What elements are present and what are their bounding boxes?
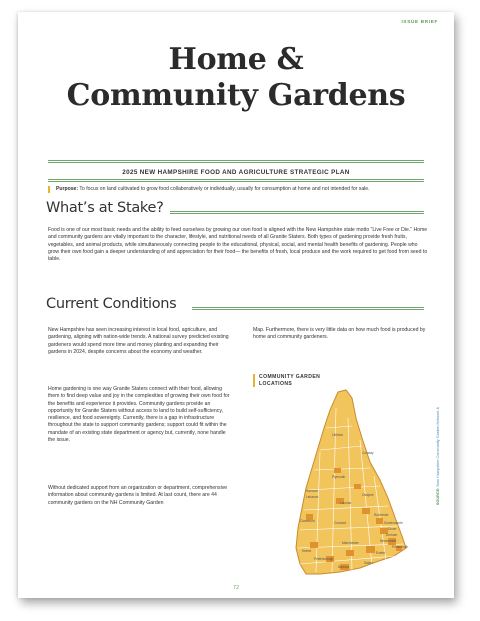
community-garden-map xyxy=(276,388,426,578)
map-source-label: SOURCE: xyxy=(436,487,440,506)
document-page xyxy=(18,12,454,598)
map-label: COMMUNITY GARDEN LOCATIONS xyxy=(253,374,343,387)
town-label-newmarket: Newmarket xyxy=(380,539,397,543)
page-number: 72 xyxy=(232,585,240,591)
purpose-statement xyxy=(48,186,428,193)
town-label-nashua: Nashua xyxy=(338,565,349,569)
purpose-text: To focus on land cultivated to grow food collaboratively or individually, usually for consumption at home and not intended for sale. xyxy=(78,186,370,192)
town-label-durham: Durham xyxy=(386,533,398,537)
town-label-conway: Conway xyxy=(362,451,374,455)
town-label-portsmouth: Portsmouth xyxy=(392,545,409,549)
title-divider-bottom xyxy=(48,179,424,182)
heading-rule-conditions xyxy=(192,307,424,310)
map-source-credit xyxy=(436,407,440,505)
conditions-para-2: Home gardening is one way Granite Staters connect with their food, allowing them to find deep value and joy in the complexities of growing their own food for the benefits and experience it provides. Community gardens provide an opportunity for Granite Staters without access to land to build self-sufficiency, resilience, and food sovereignty. Currently, there is a gap in infrastructure throughout the state to support community gardens; support could fit within the mandate of an existing state department or agency but, currently, none handle the issue. xyxy=(48,386,230,444)
issue-brief-tag: ISSUE BRIEF xyxy=(401,19,438,24)
heading-whats-at-stake: What’s at Stake? xyxy=(46,200,164,216)
town-label-littleton: Littleton xyxy=(332,433,344,437)
town-label-manchester: Manchester xyxy=(342,541,359,545)
town-label-plymouth: Plymouth xyxy=(332,475,346,479)
town-label-peterborough: Peterborough xyxy=(314,557,334,561)
page-title xyxy=(18,42,454,114)
town-label-keene: Keene xyxy=(302,549,312,553)
town-label-dover: Dover xyxy=(388,527,397,531)
town-label-concord: Concord xyxy=(334,521,347,525)
conditions-para-1: New Hampshire has seen increasing interest in local food, agriculture, and gardening, aligning with nation-wide trends. A national survey predicted existing gardeners would spend more time and money planting and expanding their gardens in 2024, despite concerns about the economy and weather. xyxy=(48,327,229,355)
stake-body: Food is one of our most basic needs and the ability to feed ourselves by growing our own food is aligned with the New Hampshire state motto “Live Free or Die.” Home and community gardens are vitally important to the character, lifestyle, and nutritional needs of all Granite Staters. Both types of gardening provide fresh fruits, vegetables, and animal products, while simultaneously connecting people to the educational, physical, social, and mental health benefits of gardening. People who grow their own food gain a deeper understanding of and appreciation for their food— the benefits of fresh, local produce and the work required to get food from seed to table. xyxy=(48,227,428,263)
conditions-para-3: Without dedicated support from an organization or department, comprehensive information about community gardens is limited. At last count, there are 44 community gardens on the NH Community Garden xyxy=(48,485,228,506)
heading-rule-stake xyxy=(170,211,424,214)
town-label-salem: Salem xyxy=(364,561,374,565)
map-source-text: New Hampshire Community Garden Network & xyxy=(436,407,440,488)
town-label-laconia: Laconia xyxy=(340,501,352,505)
town-label-hanover: Hanover xyxy=(306,489,319,493)
title-line-2: Community Gardens xyxy=(66,78,406,113)
subtitle: 2025 NEW HAMPSHIRE FOOD AND AGRICULTURE STRATEGIC PLAN xyxy=(122,169,350,176)
town-label-somersworth: Somersworth xyxy=(384,521,403,525)
purpose-label: Purpose: xyxy=(56,186,79,192)
conditions-para-4: Map. Furthermore, there is very little data on how much food is produced by home and community gardeners. xyxy=(253,327,426,341)
town-label-ossipee: Ossipee xyxy=(362,493,374,497)
title-divider-top xyxy=(48,160,424,163)
heading-current-conditions: Current Conditions xyxy=(46,296,177,312)
title-line-1: Home & xyxy=(168,42,304,77)
town-label-exeter: Exeter xyxy=(376,551,386,555)
town-label-rochester: Rochester xyxy=(374,513,389,517)
town-label-lebanon: Lebanon xyxy=(306,495,319,499)
town-label-claremont: Claremont xyxy=(300,519,315,523)
